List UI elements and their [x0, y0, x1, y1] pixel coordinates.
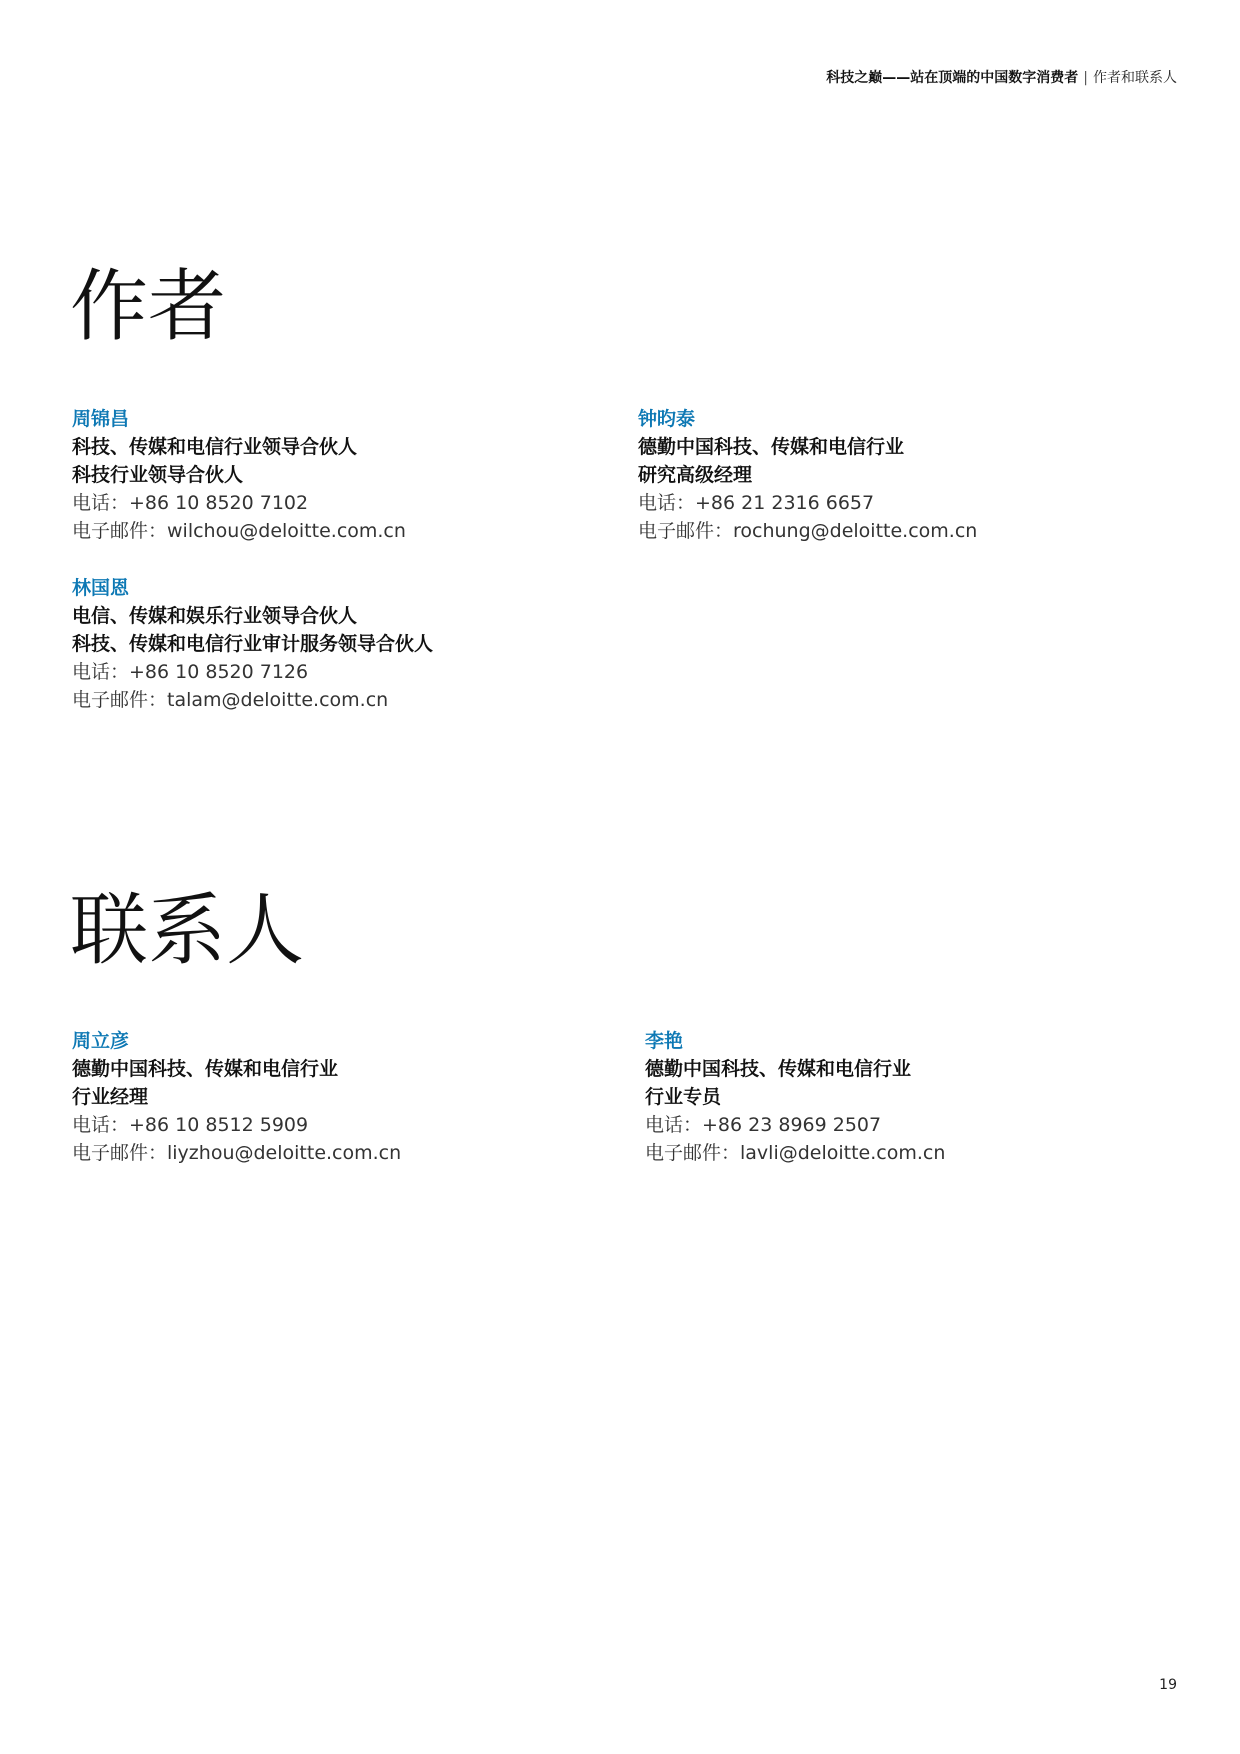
contacts-heading: 联系人: [70, 886, 305, 976]
person-role: 科技、传媒和电信行业审计服务领导合伙人: [72, 633, 434, 655]
person-phone: 电话：+86 21 2316 6657: [638, 492, 875, 514]
person-email[interactable]: 电子邮件：lavli@deloitte.com.cn: [645, 1142, 946, 1164]
person-role: 行业专员: [645, 1086, 722, 1108]
person-email[interactable]: 电子邮件：talam@deloitte.com.cn: [72, 689, 389, 711]
person-role: 德勤中国科技、传媒和电信行业: [645, 1058, 912, 1080]
person-role: 行业经理: [72, 1086, 149, 1108]
person-role: 研究高级经理: [638, 464, 753, 486]
author-card: [638, 405, 977, 545]
person-email[interactable]: 电子邮件：wilchou@deloitte.com.cn: [72, 520, 406, 542]
person-role: 科技行业领导合伙人: [72, 464, 244, 486]
running-header: [826, 68, 1177, 88]
person-phone: 电话：+86 10 8520 7102: [72, 492, 309, 514]
author-card: [72, 574, 433, 714]
person-phone: 电话：+86 10 8520 7126: [72, 661, 309, 683]
person-name: 周立彦: [72, 1030, 130, 1052]
document-title: 科技之巅——站在顶端的中国数字消费者: [826, 70, 1079, 86]
authors-heading: 作者: [70, 262, 227, 352]
person-name: 李艳: [645, 1030, 684, 1052]
person-phone: 电话：+86 10 8512 5909: [72, 1114, 309, 1136]
person-role: 科技、传媒和电信行业领导合伙人: [72, 436, 358, 458]
section-title: 作者和联系人: [1093, 70, 1177, 86]
person-role: 德勤中国科技、传媒和电信行业: [72, 1058, 339, 1080]
contact-card: [645, 1027, 945, 1167]
contact-card: [72, 1027, 401, 1167]
person-email[interactable]: 电子邮件：liyzhou@deloitte.com.cn: [72, 1142, 402, 1164]
person-name: 钟昀泰: [638, 408, 696, 430]
person-name: 林国恩: [72, 577, 130, 599]
page-number: 19: [1159, 1677, 1177, 1693]
author-card: [72, 405, 406, 545]
header-separator: |: [1083, 70, 1088, 86]
person-role: 德勤中国科技、传媒和电信行业: [638, 436, 905, 458]
person-name: 周锦昌: [72, 408, 130, 430]
person-email[interactable]: 电子邮件：rochung@deloitte.com.cn: [638, 520, 978, 542]
person-phone: 电话：+86 23 8969 2507: [645, 1114, 882, 1136]
person-role: 电信、传媒和娱乐行业领导合伙人: [72, 605, 358, 627]
